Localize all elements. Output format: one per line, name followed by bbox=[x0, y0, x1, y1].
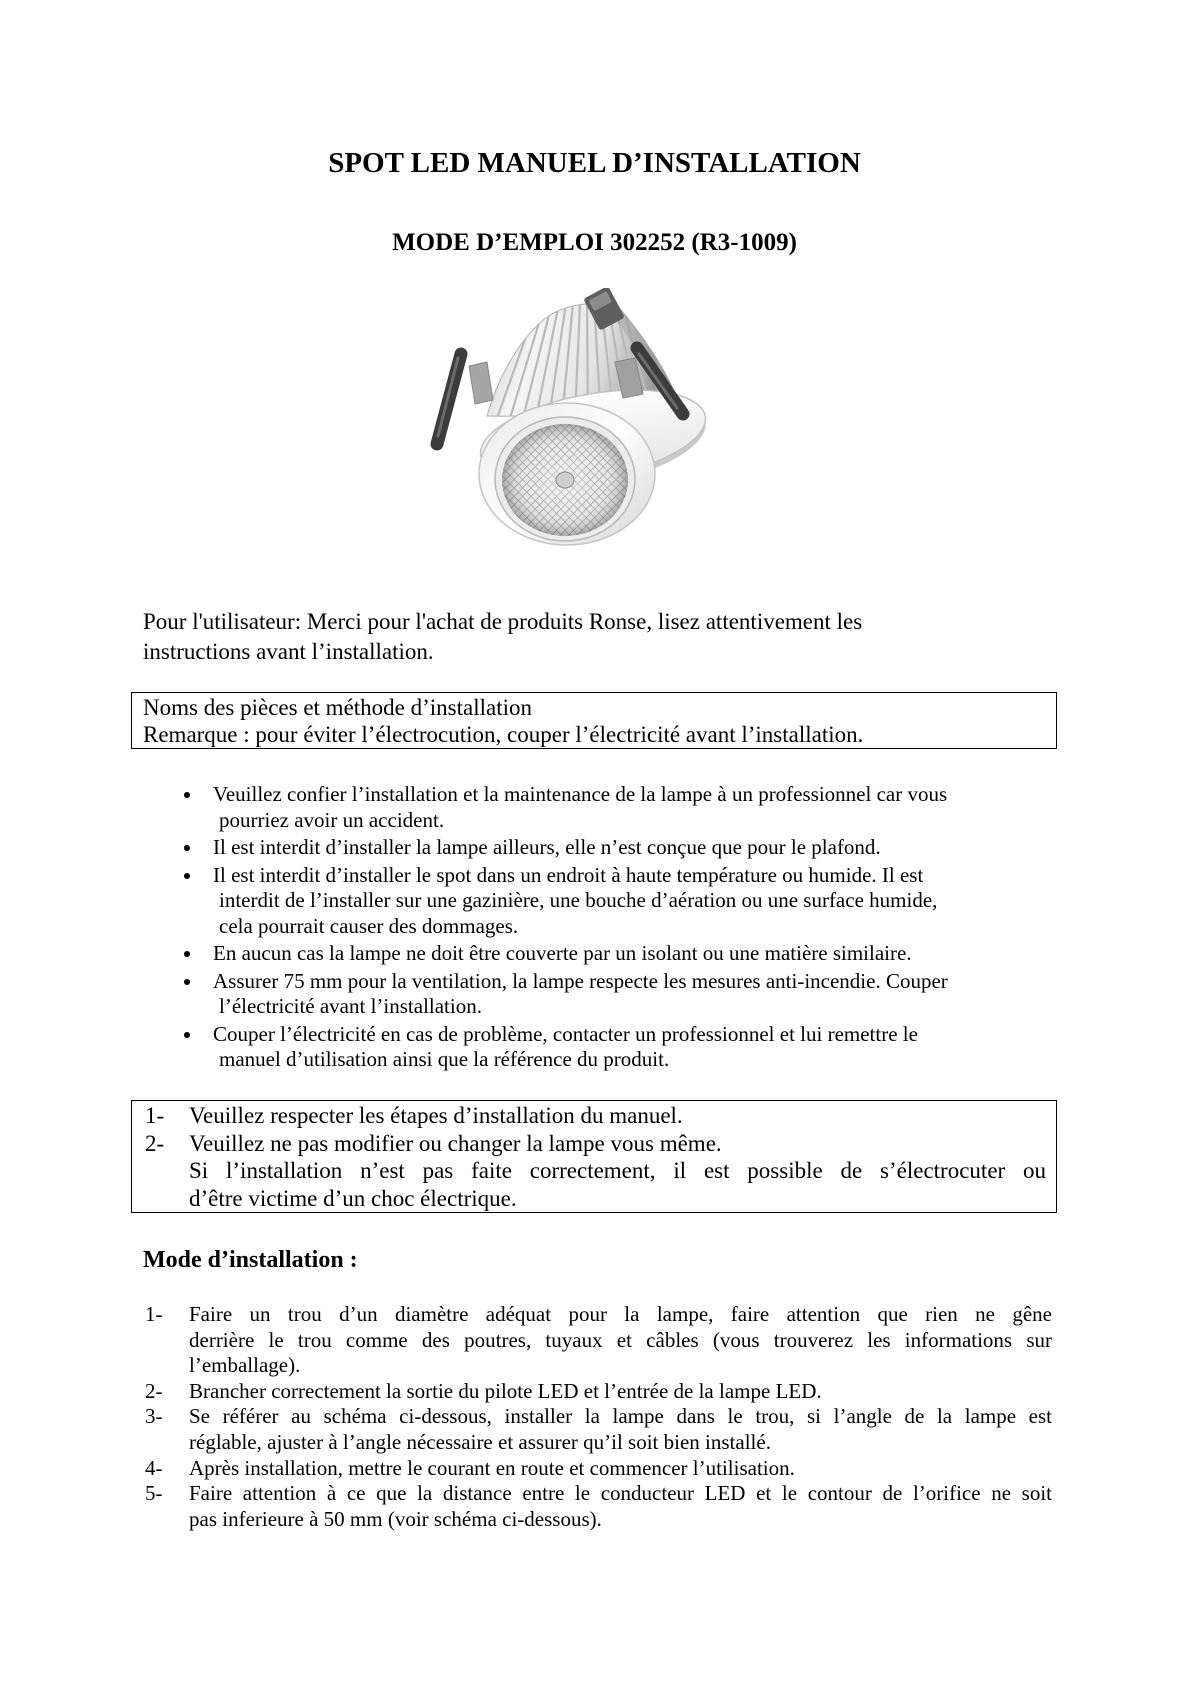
step-line: Se référer au schéma ci-dessous, installer la lampe dans le trou, si l’angle de la lampe est bbox=[189, 1404, 1052, 1429]
installation-heading: Mode d’installation : bbox=[143, 1247, 358, 1273]
step-line: Brancher correctement la sortie du pilote LED et l’entrée de la lampe LED. bbox=[189, 1378, 822, 1403]
list-item bbox=[213, 941, 1053, 967]
list-item-line: Assurer 75 mm pour la ventilation, la lampe respecte les mesures anti-incendie. Couper bbox=[213, 968, 948, 993]
safety-instructions-list bbox=[213, 782, 1053, 1075]
step-line: derrière le trou comme des poutres, tuyaux et câbles (vous trouverez les informations sur bbox=[189, 1327, 1052, 1352]
list-item-line: Veuillez confier l’installation et la maintenance de la lampe à un professionnel car vous bbox=[213, 782, 948, 806]
list-item-line: En aucun cas la lampe ne doit être couverte par un isolant ou une matière similaire. bbox=[213, 941, 912, 965]
warning-number: 1- bbox=[145, 1103, 165, 1128]
warning-number: 2- bbox=[145, 1130, 165, 1156]
warning-item bbox=[132, 1130, 1056, 1213]
spring-clip-left bbox=[437, 354, 493, 444]
warning-box bbox=[131, 1100, 1057, 1213]
step-item bbox=[131, 1302, 1057, 1379]
bullet-dot bbox=[184, 873, 190, 879]
list-item bbox=[213, 782, 1053, 833]
list-item-line: Il est interdit d’installer le spot dans un endroit à haute température ou humide. Il est bbox=[213, 862, 924, 887]
step-line: Faire un trou d’un diamètre adéquat pour la lampe, faire attention que rien ne gêne bbox=[189, 1302, 1052, 1326]
led-spotlight-photo bbox=[425, 288, 725, 550]
bullet-dot bbox=[184, 1032, 190, 1038]
electrocution-remark: Remarque : pour éviter l’électrocution, couper l’électricité avant l’installation. bbox=[143, 722, 864, 747]
installation-steps-list bbox=[131, 1302, 1057, 1532]
step-item bbox=[131, 1379, 1057, 1405]
intro-line: Pour l'utilisateur: Merci pour l'achat de produits Ronse, lisez attentivement les bbox=[143, 609, 863, 634]
step-number: 2- bbox=[145, 1378, 163, 1403]
step-line: Faire attention à ce que la distance entre le conducteur LED et le contour de l’orifice ne soit bbox=[189, 1481, 1052, 1506]
step-number: 1- bbox=[145, 1302, 163, 1326]
list-item-line: pourriez avoir un accident. bbox=[219, 807, 445, 832]
list-item-line: Couper l’électricité en cas de problème, contacter un professionnel et lui remettre le bbox=[213, 1021, 918, 1046]
step-line: l’emballage). bbox=[189, 1353, 301, 1378]
step-line: réglable, ajuster à l’angle nécessaire et assurer qu’il soit bien installé. bbox=[189, 1429, 771, 1454]
intro-line: instructions avant l’installation. bbox=[143, 639, 434, 664]
step-item bbox=[131, 1404, 1057, 1455]
warning-line: Si l’installation n’est pas faite correctement, il est possible de s’électrocuter ou bbox=[189, 1158, 1046, 1183]
bullet-dot bbox=[184, 979, 190, 985]
bullet-dot bbox=[184, 792, 190, 798]
list-item bbox=[213, 969, 1053, 1020]
list-item bbox=[213, 863, 1053, 940]
list-item-line: interdit de l’installer sur une gazinière, une bouche d’aération ou une surface humide, bbox=[219, 888, 938, 912]
warning-line: Veuillez respecter les étapes d’installation du manuel. bbox=[189, 1103, 683, 1128]
page-subtitle: MODE D’EMPLOI 302252 (R3-1009) bbox=[392, 229, 797, 256]
list-item bbox=[213, 835, 1053, 861]
list-item-line: manuel d’utilisation ainsi que la référence du produit. bbox=[219, 1047, 670, 1071]
warning-line: Veuillez ne pas modifier ou changer la lampe vous même. bbox=[189, 1130, 722, 1156]
step-number: 5- bbox=[145, 1481, 163, 1506]
step-number: 4- bbox=[145, 1455, 163, 1480]
warning-line: d’être victime d’un choc électrique. bbox=[189, 1185, 517, 1211]
bullet-dot bbox=[184, 951, 190, 957]
parts-heading: Noms des pièces et méthode d’installation bbox=[143, 695, 532, 720]
step-line: pas inferieure à 50 mm (voir schéma ci-dessous). bbox=[189, 1506, 602, 1531]
warning-item bbox=[132, 1102, 1056, 1130]
honeycomb-reflector bbox=[502, 424, 628, 536]
step-number: 3- bbox=[145, 1404, 163, 1429]
parts-notice-box bbox=[131, 692, 1057, 749]
list-item-line: cela pourrait causer des dommages. bbox=[219, 913, 519, 938]
intro-paragraph bbox=[143, 607, 1033, 667]
step-item bbox=[131, 1481, 1057, 1532]
list-item-line: l’électricité avant l’installation. bbox=[219, 994, 482, 1018]
bullet-dot bbox=[184, 845, 190, 851]
step-line: Après installation, mettre le courant en route et commencer l’utilisation. bbox=[189, 1455, 795, 1480]
list-item bbox=[213, 1022, 1053, 1073]
step-item bbox=[131, 1456, 1057, 1482]
list-item-line: Il est interdit d’installer la lampe ailleurs, elle n’est conçue que pour le plafond. bbox=[213, 835, 881, 859]
page-title: SPOT LED MANUEL D’INSTALLATION bbox=[328, 147, 861, 179]
